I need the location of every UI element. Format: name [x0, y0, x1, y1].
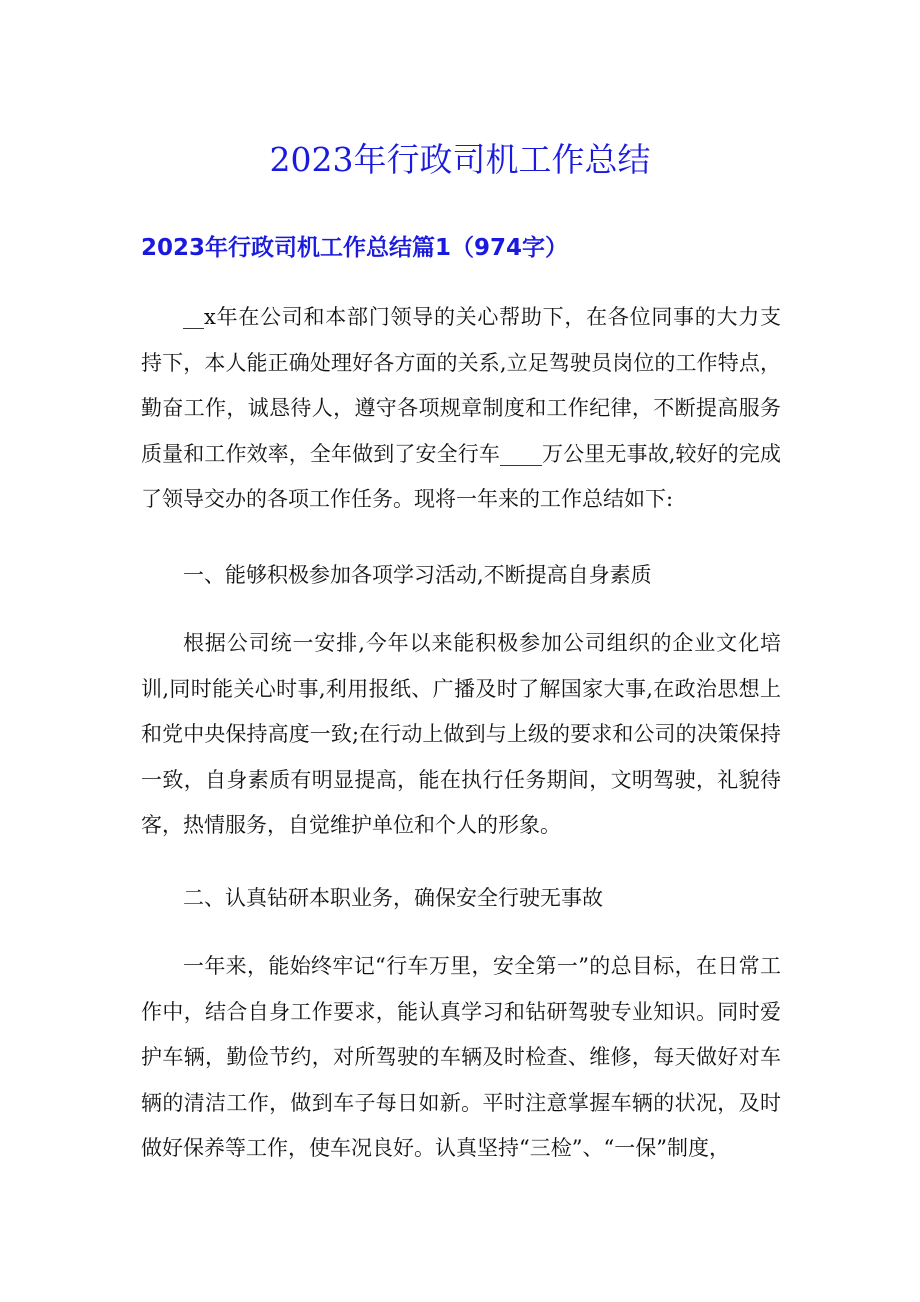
- safety-paragraph: 一年来，能始终牢记“行车万里，安全第一”的总目标，在日常工作中，结合自身工作要求，能认真学习和钻研驾驶专业知识。同时爱护车辆，勤俭节约，对所驾驶的车辆及时检查、维修，每天做好对车辆的清洁工作，做到车子每日如新。平时注意掌握车辆的状况，及时做好保养等工作，使车况良好。认真坚持“三检”、“一保”制度，: [141, 954, 781, 1160]
- subheading-safety: 二、认真钻研本职业务，确保安全行驶无事故: [183, 886, 603, 910]
- study-paragraph: 根据公司统一安排,今年以来能积极参加公司组织的企业文化培训,同时能关心时事,利用报纸、广播及时了解国家大事,在政治思想上和党中央保持高度一致;在行动上做到与上级的要求和公司的决策保持一致，自身素质有明显提高，能在执行任务期间，文明驾驶，礼貌待客，热情服务，自觉维护单位和个人的形象。: [141, 631, 781, 837]
- section-heading: 2023年行政司机工作总结篇1（974字）: [141, 235, 569, 261]
- intro-paragraph: __x年在公司和本部门领导的关心帮助下，在各位同事的大力支持下，本人能正确处理好各方面的关系,立足驾驶员岗位的工作特点，勤奋工作，诚恳待人，遵守各项规章制度和工作纪律，不断提高服务质量和工作效率，全年做到了安全行车____万公里无事故,较好的完成了领导交办的各项工作任务。现将一年来的工作总结如下:: [141, 305, 781, 511]
- document-title: 2023年行政司机工作总结: [269, 140, 651, 179]
- subheading-study: 一、能够积极参加各项学习活动,不断提高自身素质: [183, 563, 652, 587]
